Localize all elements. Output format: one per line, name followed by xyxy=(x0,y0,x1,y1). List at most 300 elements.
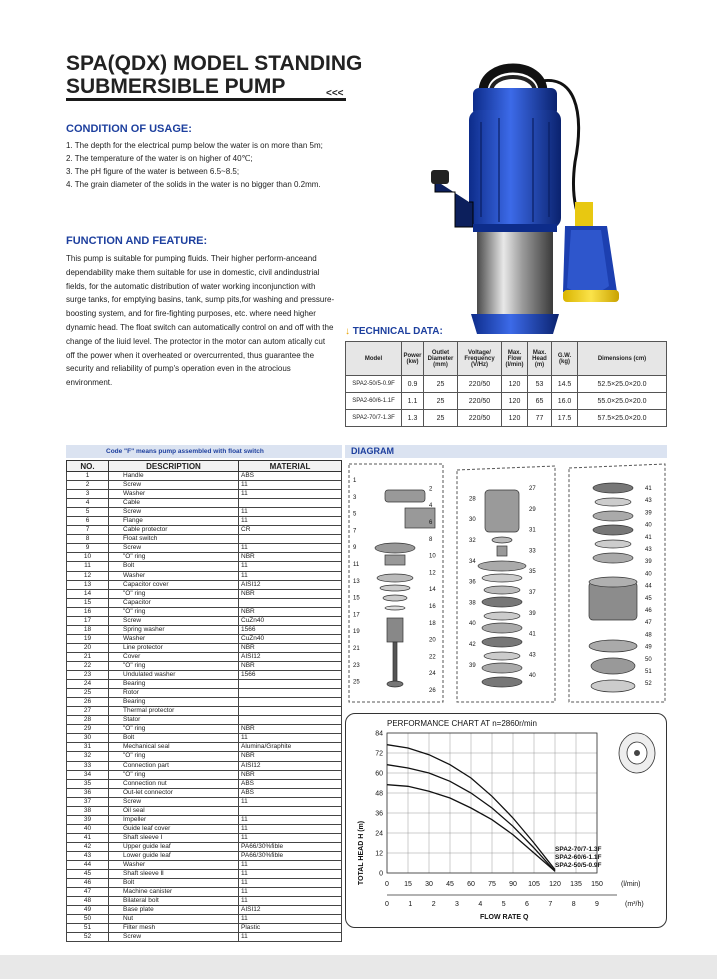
chart-ylabel: TOTAL HEAD H (m) xyxy=(358,820,365,886)
diagram-panel-b xyxy=(478,490,526,687)
table-row xyxy=(67,770,342,779)
cell: "O" ring xyxy=(109,553,239,562)
table-row xyxy=(67,815,342,824)
diagram-label: 14 xyxy=(429,587,436,594)
diagram-label: 15 xyxy=(353,595,360,602)
table-row xyxy=(67,707,342,716)
col-header: Max. Flow (l/min) xyxy=(502,342,528,376)
cell: 29 xyxy=(67,725,109,734)
y-tick-label: 48 xyxy=(375,790,383,798)
technical-header-row xyxy=(346,342,667,376)
table-row xyxy=(67,499,342,508)
cell: 1 xyxy=(67,472,109,481)
cell: AISI12 xyxy=(239,906,342,915)
series-label: SPA2-60/6-1.1F xyxy=(555,854,602,861)
chart-x-unit-lmin: (l/min) xyxy=(621,881,641,888)
diagram-panel-a xyxy=(375,490,435,687)
cell: 55.0×25.0×20.0 xyxy=(578,393,667,410)
x-tick-label: 60 xyxy=(467,881,475,888)
x-tick-label: 90 xyxy=(509,881,517,888)
diagram-label: 47 xyxy=(645,620,652,627)
cell: 11 xyxy=(239,833,342,842)
col-header: DESCRIPTION xyxy=(109,461,239,472)
cell: 53 xyxy=(528,376,552,393)
cell: 3 xyxy=(67,490,109,499)
cell: Washer xyxy=(109,490,239,499)
cell: Machine canister xyxy=(109,888,239,897)
cell xyxy=(239,716,342,725)
diagram-label: 38 xyxy=(469,600,476,607)
cell: 10 xyxy=(67,553,109,562)
col-header: MATERIAL xyxy=(239,461,342,472)
diagram-label: 2 xyxy=(429,486,433,493)
condition-list xyxy=(66,140,336,192)
x-tick-label: 0 xyxy=(385,881,389,888)
condition-item: 1. The depth for the electrical pump below the water is on more than 5m; xyxy=(66,141,323,150)
diagram-label: 13 xyxy=(353,578,360,585)
x-tick-label: 120 xyxy=(549,881,561,888)
cell: 11 xyxy=(239,824,342,833)
table-row xyxy=(67,888,342,897)
x-tick-label-m3h: 7 xyxy=(548,901,553,908)
diagram-label: 49 xyxy=(645,644,652,651)
parts-body xyxy=(67,472,342,942)
cell xyxy=(239,598,342,607)
cell: Flange xyxy=(109,517,239,526)
table-row xyxy=(67,897,342,906)
table-row xyxy=(67,833,342,842)
x-tick-label-m3h: 2 xyxy=(431,901,436,908)
table-row xyxy=(67,761,342,770)
cell: Stator xyxy=(109,716,239,725)
x-tick-label-m3h: 8 xyxy=(571,901,576,908)
title-line-1: SPA(QDX) MODEL STANDING xyxy=(66,52,363,75)
cell: 39 xyxy=(67,815,109,824)
series-label: SPA2-70/7-1.3F xyxy=(555,846,602,853)
diagram-label: 12 xyxy=(429,570,436,577)
cell: 120 xyxy=(502,410,528,427)
diagram-label: 42 xyxy=(469,642,476,648)
diagram-label: 39 xyxy=(529,610,536,617)
cell: 19 xyxy=(67,634,109,643)
table-row xyxy=(67,689,342,698)
diagram-label: 41 xyxy=(645,486,652,492)
cell: 31 xyxy=(67,743,109,752)
x-tick-label: 75 xyxy=(488,881,496,888)
diagram-label: 9 xyxy=(353,545,357,552)
diagram-label: 43 xyxy=(529,652,536,659)
table-row xyxy=(67,861,342,870)
cell: 11 xyxy=(239,897,342,906)
table-row xyxy=(346,393,667,410)
table-row xyxy=(67,535,342,544)
cell: 220/50 xyxy=(458,376,502,393)
cell: CuZn40 xyxy=(239,634,342,643)
cell: NBR xyxy=(239,752,342,761)
cell: Upper guide leaf xyxy=(109,842,239,851)
table-row xyxy=(67,544,342,553)
diagram-label: 16 xyxy=(429,604,436,610)
cell: NBR xyxy=(239,553,342,562)
cell: 57.5×25.0×20.0 xyxy=(578,410,667,427)
diagram-label: 25 xyxy=(353,679,360,686)
cell: 25 xyxy=(424,376,458,393)
chart-x-ticks xyxy=(385,881,617,908)
x-tick-label-m3h: 3 xyxy=(455,901,459,908)
chart-xlabel: FLOW RATE Q xyxy=(480,914,529,921)
table-row xyxy=(67,933,342,942)
table-row xyxy=(346,410,667,427)
page-title xyxy=(66,52,362,98)
x-tick-label-m3h: 1 xyxy=(408,901,413,908)
footer-bar xyxy=(0,955,717,979)
col-header: NO. xyxy=(67,461,109,472)
table-row xyxy=(67,643,342,652)
cell xyxy=(239,689,342,698)
cell: 220/50 xyxy=(458,410,502,427)
diagram-label: 4 xyxy=(429,503,433,510)
table-row xyxy=(67,472,342,481)
cell: Cable xyxy=(109,499,239,508)
cell: Shaft sleeve Ⅱ xyxy=(109,870,239,879)
cell: Washer xyxy=(109,571,239,580)
diagram-label: 40 xyxy=(645,522,652,529)
x-tick-label: 135 xyxy=(570,881,582,888)
cell: Washer xyxy=(109,634,239,643)
table-row xyxy=(67,571,342,580)
table-row xyxy=(67,553,342,562)
cell: 120 xyxy=(502,376,528,393)
cell: 28 xyxy=(67,716,109,725)
cell: Guide leaf cover xyxy=(109,824,239,833)
table-row xyxy=(67,824,342,833)
cell: 11 xyxy=(239,797,342,806)
cell: Cable protector xyxy=(109,526,239,535)
diagram-label: 29 xyxy=(529,506,536,513)
cell: Thermal protector xyxy=(109,707,239,716)
cell: Rotor xyxy=(109,689,239,698)
cell: 52 xyxy=(67,933,109,942)
parts-table xyxy=(66,460,342,942)
table-row xyxy=(346,376,667,393)
diagram-label: 45 xyxy=(645,595,652,602)
diagram-label: 11 xyxy=(353,562,360,568)
x-tick-label: 150 xyxy=(591,881,603,888)
cell: CR xyxy=(239,526,342,535)
cell: Float switch xyxy=(109,535,239,544)
cell: Alumina/Graphite xyxy=(239,743,342,752)
cell: 27 xyxy=(67,707,109,716)
cell: 43 xyxy=(67,851,109,860)
diagram-label: 41 xyxy=(645,534,652,541)
cell: 0.9 xyxy=(402,376,424,393)
cell: Bearing xyxy=(109,698,239,707)
cell: 25 xyxy=(424,393,458,410)
cell: PA66/30%fible xyxy=(239,851,342,860)
col-header: Model xyxy=(346,342,402,376)
diagram-panel-c xyxy=(589,483,637,692)
cell: Screw xyxy=(109,616,239,625)
table-row xyxy=(67,788,342,797)
diagram-label: 51 xyxy=(645,669,652,675)
function-heading: FUNCTION AND FEATURE: xyxy=(66,235,208,247)
col-header: G.W. (kg) xyxy=(552,342,578,376)
cell: Filter mesh xyxy=(109,924,239,933)
cell: 77 xyxy=(528,410,552,427)
table-row xyxy=(67,924,342,933)
diagram-label: 27 xyxy=(529,486,536,492)
cell: Cover xyxy=(109,652,239,661)
cell: 11 xyxy=(239,870,342,879)
title-line-2: SUBMERSIBLE PUMP xyxy=(66,75,286,98)
condition-heading: CONDITION OF USAGE: xyxy=(66,123,192,135)
chart-series xyxy=(387,745,602,872)
cell: 23 xyxy=(67,671,109,680)
cell: Line protector xyxy=(109,643,239,652)
diagram-label: 22 xyxy=(429,654,436,661)
diagram-label: 33 xyxy=(529,548,536,555)
y-tick-label: 36 xyxy=(375,810,383,818)
cell: Oil seal xyxy=(109,806,239,815)
cell: 45 xyxy=(67,870,109,879)
technical-heading-label: TECHNICAL DATA: xyxy=(352,326,443,337)
cell: Nut xyxy=(109,915,239,924)
col-header: Power (kw) xyxy=(402,342,424,376)
table-row xyxy=(67,671,342,680)
cell: 11 xyxy=(239,815,342,824)
cell: CuZn40 xyxy=(239,616,342,625)
diagram-label: 1 xyxy=(353,478,357,484)
table-row xyxy=(67,842,342,851)
table-row xyxy=(67,734,342,743)
x-tick-label: 105 xyxy=(528,881,540,888)
table-row xyxy=(67,481,342,490)
cell: AISI12 xyxy=(239,652,342,661)
table-row xyxy=(67,779,342,788)
cell: Washer xyxy=(109,861,239,870)
cell: 1.3 xyxy=(402,410,424,427)
diagram-label: 28 xyxy=(469,496,476,503)
cell: 11 xyxy=(239,933,342,942)
y-tick-label: 72 xyxy=(375,750,383,758)
diagram-label: 3 xyxy=(353,494,357,501)
cell: 11 xyxy=(239,571,342,580)
cell: "O" ring xyxy=(109,752,239,761)
cell: 11 xyxy=(239,490,342,499)
cell: 24 xyxy=(67,680,109,689)
diagram-heading: DIAGRAM xyxy=(345,445,667,458)
x-tick-label-m3h: 0 xyxy=(385,901,389,908)
diagram-label: 52 xyxy=(645,681,652,688)
cell: Impeller xyxy=(109,815,239,824)
cell: 25 xyxy=(67,689,109,698)
cell: 4 xyxy=(67,499,109,508)
cell: 17.5 xyxy=(552,410,578,427)
cell: "O" ring xyxy=(109,607,239,616)
cell: 51 xyxy=(67,924,109,933)
x-tick-label-m3h: 6 xyxy=(525,901,529,908)
x-tick-label-m3h: 4 xyxy=(478,901,483,908)
x-tick-label: 30 xyxy=(425,881,433,888)
cell: Bolt xyxy=(109,562,239,571)
table-row xyxy=(67,589,342,598)
pump-illustration xyxy=(425,52,665,337)
table-row xyxy=(67,490,342,499)
table-row xyxy=(67,906,342,915)
exploded-diagram xyxy=(345,460,667,705)
cell: 11 xyxy=(239,734,342,743)
diagram-label: 34 xyxy=(469,558,476,565)
table-row xyxy=(67,661,342,670)
table-row xyxy=(67,508,342,517)
cell: 2 xyxy=(67,481,109,490)
cell: 34 xyxy=(67,770,109,779)
diagram-label: 39 xyxy=(645,559,652,566)
cell: AISI12 xyxy=(239,580,342,589)
table-row xyxy=(67,680,342,689)
cell: 11 xyxy=(239,508,342,517)
cell: 26 xyxy=(67,698,109,707)
cell: 13 xyxy=(67,580,109,589)
cell: Shaft sleeve Ⅰ xyxy=(109,833,239,842)
cell: Undulated washer xyxy=(109,671,239,680)
series-label: SPA2-50/5-0.9F xyxy=(555,862,602,869)
diagram-label: 35 xyxy=(529,569,536,576)
cell: Lower guide leaf xyxy=(109,851,239,860)
cell: ABS xyxy=(239,779,342,788)
diagram-label: 46 xyxy=(645,608,652,614)
diagram-label: 20 xyxy=(429,637,436,644)
diagram-label: 24 xyxy=(429,671,436,678)
cell: 11 xyxy=(239,861,342,870)
x-tick-label-m3h: 5 xyxy=(501,901,506,908)
cell: 11 xyxy=(239,517,342,526)
cell: "O" ring xyxy=(109,770,239,779)
y-tick-label: 0 xyxy=(379,870,383,878)
cell: Bolt xyxy=(109,879,239,888)
cell: 14.5 xyxy=(552,376,578,393)
diagram-label: 26 xyxy=(429,688,436,694)
arrow-down-icon: ↓ xyxy=(345,326,350,337)
cell: SPA2-60/6-1.1F xyxy=(346,393,402,410)
cell: Bilateral bolt xyxy=(109,897,239,906)
cell: NBR xyxy=(239,643,342,652)
cell: 47 xyxy=(67,888,109,897)
table-row xyxy=(67,652,342,661)
diagram-label: 48 xyxy=(645,632,652,639)
cell: 16.0 xyxy=(552,393,578,410)
diagram-label: 7 xyxy=(353,528,357,535)
title-underline xyxy=(66,98,346,101)
cell: 37 xyxy=(67,797,109,806)
diagram-label: 30 xyxy=(469,517,476,524)
cell: Screw xyxy=(109,481,239,490)
cell: 40 xyxy=(67,824,109,833)
table-row xyxy=(67,851,342,860)
cell: Base plate xyxy=(109,906,239,915)
diagram-label: 40 xyxy=(529,673,536,680)
table-row xyxy=(67,598,342,607)
diagram-label: 31 xyxy=(529,527,536,534)
condition-item: 4. The grain diameter of the solids in the water is no bigger than 0.2mm. xyxy=(66,180,321,189)
table-row xyxy=(67,743,342,752)
cell: 1566 xyxy=(239,671,342,680)
cell: 6 xyxy=(67,517,109,526)
cell: 11 xyxy=(239,544,342,553)
x-tick-label: 15 xyxy=(404,881,412,888)
cell: Capacitor xyxy=(109,598,239,607)
cell: 50 xyxy=(67,915,109,924)
cell xyxy=(239,698,342,707)
title-arrows: <<< xyxy=(326,88,344,99)
x-tick-label-m3h: 9 xyxy=(595,901,599,908)
cell: Spring washer xyxy=(109,625,239,634)
cell: 11 xyxy=(239,888,342,897)
cell: 16 xyxy=(67,607,109,616)
cell: NBR xyxy=(239,589,342,598)
code-note: Code "F" means pump assembled with float switch xyxy=(66,445,342,458)
chart-y-ticks xyxy=(375,731,383,878)
diagram-label: 21 xyxy=(353,646,360,652)
table-row xyxy=(67,607,342,616)
diagram-label: 19 xyxy=(353,629,360,636)
table-row xyxy=(67,616,342,625)
cell: NBR xyxy=(239,725,342,734)
cell: ABS xyxy=(239,472,342,481)
cell: "O" ring xyxy=(109,725,239,734)
cell: 33 xyxy=(67,761,109,770)
cell: 12 xyxy=(67,571,109,580)
cell: Plastic xyxy=(239,924,342,933)
cell: 38 xyxy=(67,806,109,815)
cell: Screw xyxy=(109,544,239,553)
cell: SPA2-70/7-1.3F xyxy=(346,410,402,427)
chart-title: PERFORMANCE CHART AT n=2860r/min xyxy=(387,719,537,728)
cell: ABS xyxy=(239,788,342,797)
table-row xyxy=(67,580,342,589)
cell: 35 xyxy=(67,779,109,788)
cell: 18 xyxy=(67,625,109,634)
cell: Connection part xyxy=(109,761,239,770)
diagram-label: 43 xyxy=(645,498,652,505)
cell: 9 xyxy=(67,544,109,553)
cell: 5 xyxy=(67,508,109,517)
cell: 7 xyxy=(67,526,109,535)
table-row xyxy=(67,915,342,924)
cell xyxy=(239,535,342,544)
y-tick-label: 24 xyxy=(375,830,383,838)
diagram-label: 41 xyxy=(529,631,536,638)
y-tick-label: 84 xyxy=(375,730,383,738)
diagram-label: 39 xyxy=(469,662,476,669)
cell: 1566 xyxy=(239,625,342,634)
table-row xyxy=(67,526,342,535)
cell: SPA2-50/5-0.9F xyxy=(346,376,402,393)
cell: Screw xyxy=(109,797,239,806)
cell xyxy=(239,680,342,689)
diagram-label: 32 xyxy=(469,538,476,544)
table-row xyxy=(67,716,342,725)
cell: Screw xyxy=(109,508,239,517)
cell: Connection nut xyxy=(109,779,239,788)
cell: 25 xyxy=(424,410,458,427)
cell: 220/50 xyxy=(458,393,502,410)
cell: 41 xyxy=(67,833,109,842)
cell: Handle xyxy=(109,472,239,481)
diagram-label: 40 xyxy=(469,621,476,628)
cell: 11 xyxy=(67,562,109,571)
diagram-label: 37 xyxy=(529,590,536,596)
